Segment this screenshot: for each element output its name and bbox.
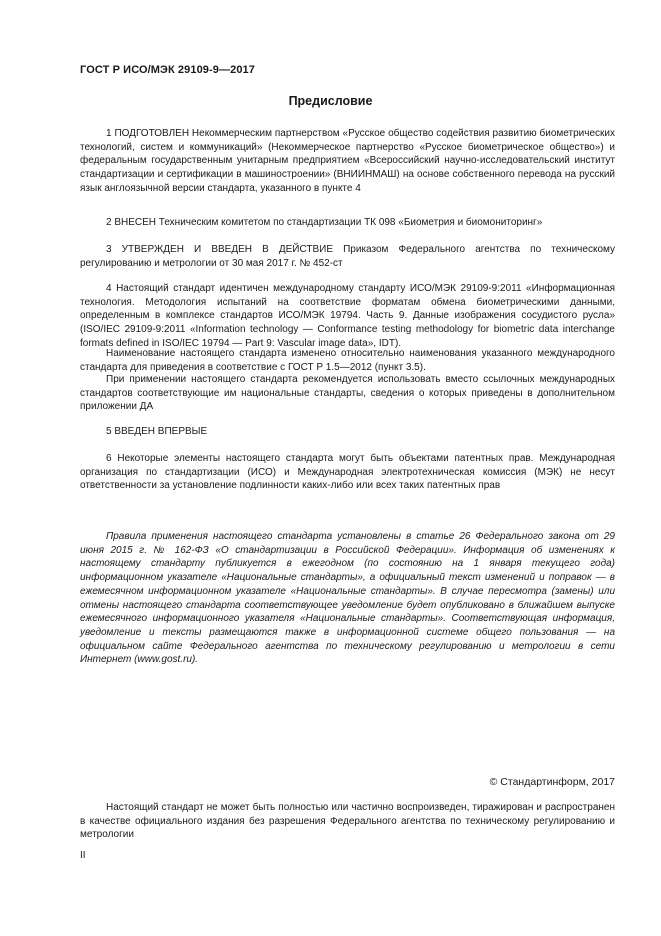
paragraph-4-identical: 4 Настоящий стандарт идентичен международному стандарту ИСО/МЭК 29109-9:2011 «Информационная технология. Методология испытаний на соответствие форматам обмена биометрическими данными, определенным в комплексе стандартов ИСО/МЭК 19794. Часть 9. Данные изображения сосудистого русла» (ISO/IEC 29109-9:2011 «Information technology — Conformance testing methodology for biometric data interchange formats defined in ISO/IEC 19794 — Part 9: Vascular image data», IDT). [80, 283, 615, 349]
paragraph-5-first-introduced: 5 ВВЕДЕН ВПЕРВЫЕ [106, 426, 208, 437]
reproduction-notice: Настоящий стандарт не может быть полностью или частично воспроизведен, тиражирован и распространен в качестве официального издания без разрешения Федерального агентства по техническому регулированию и метрологии [80, 802, 615, 841]
paragraph-4-references: При применении настоящего стандарта рекомендуется использовать вместо ссылочных международных стандартов соответствующие им национальные стандарты, сведения о которых приведены в дополнительном приложении ДА [80, 374, 615, 413]
copyright-line: © Стандартинформ, 2017 [489, 776, 615, 788]
paragraph-4-name-change: Наименование настоящего стандарта изменено относительно наименования указанного международного стандарта для приведения в соответствие с ГОСТ Р 1.5—2012 (пункт 3.5). [80, 348, 615, 373]
page-number: II [80, 850, 86, 861]
paragraph-3-approved: 3 УТВЕРЖДЕН И ВВЕДЕН В ДЕЙСТВИЕ Приказом Федерального агентства по техническому регулированию и метрологии от 30 мая 2017 г. № 452-ст [80, 244, 615, 269]
page-title: Предисловие [288, 94, 373, 108]
paragraph-1-prepared: 1 ПОДГОТОВЛЕН Некоммерческим партнерством «Русское общество содействия развитию биометрических технологий, систем и коммуникаций» (Некоммерческое партнерство «Русское биометрическое общество») и федеральным государственным унитарным предприятием «Всероссийский научно-исследовательский институт стандартизации и сертификации в машиностроении» (ВНИИНМАШ) на основе собственного перевода на русский язык англоязычной версии стандарта, указанного в пункте 4 [80, 128, 615, 194]
document-code-header: ГОСТ Р ИСО/МЭК 29109-9—2017 [80, 64, 255, 76]
paragraph-6-patents: 6 Некоторые элементы настоящего стандарта могут быть объектами патентных прав. Международная организация по стандартизации (ИСО) и Международная электротехническая комиссия (МЭК) не несут ответственности за установление подлинности каких-либо или всех таких патентных прав [80, 453, 615, 492]
paragraph-2-introduced: 2 ВНЕСЕН Техническим комитетом по стандартизации ТК 098 «Биометрия и биомониторинг» [106, 217, 543, 228]
rules-of-application-note: Правила применения настоящего стандарта установлены в статье 26 Федерального закона от 29 июня 2015 г. № 162-ФЗ «О стандартизации в Российской Федерации». Информация об изменениях к настоящему стандарту публикуется в ежегодном (по состоянию на 1 января текущего года) информационном указателе «Национальные стандарты», а официальный текст изменений и поправок — в ежемесячном информационном указателе «Национальные стандарты». В случае пересмотра (замены) или отмены настоящего стандарта соответствующее уведомление будет опубликовано в ближайшем выпуске ежемесячного информационного указателя «Национальные стандарты». Соответствующая информация, уведомление и тексты размещаются также в информационной системе общего пользования — на официальном сайте Федерального агентства по техническому регулированию и метрологии в сети Интернет (www.gost.ru). [80, 531, 615, 666]
